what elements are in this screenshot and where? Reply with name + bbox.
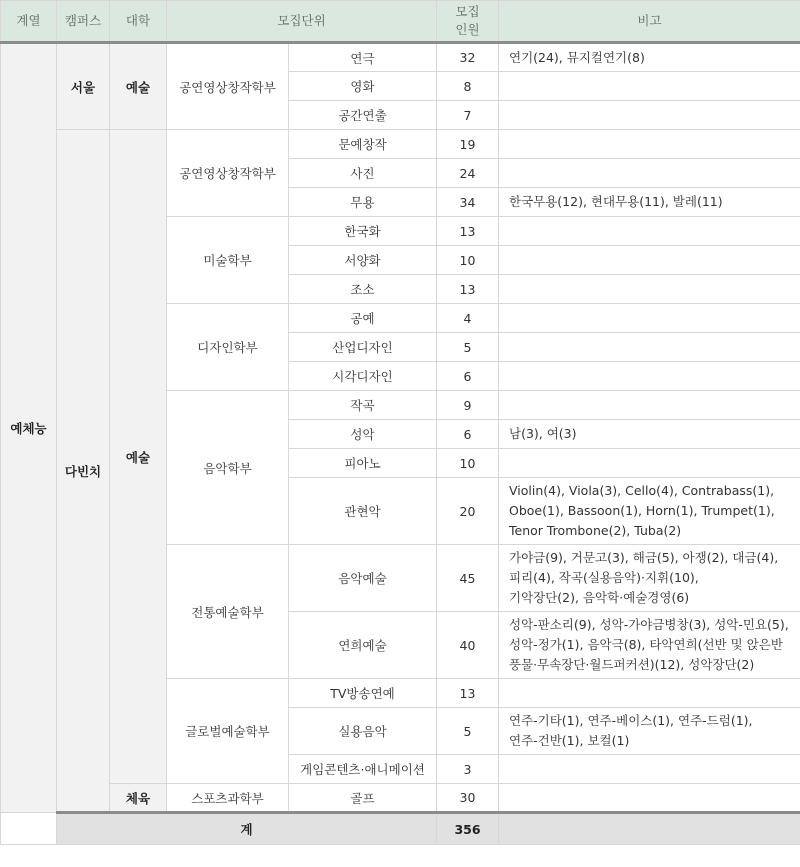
- count-cell: 32: [437, 43, 499, 72]
- note-cell: Violin(4), Viola(3), Cello(4), Contrabass(1), Oboe(1), Bassoon(1), Horn(1), Trumpet(1), Tenor Trombone(2), Tuba(2): [499, 478, 800, 545]
- major-cell: 문예창작: [289, 130, 437, 159]
- note-cell: [499, 679, 800, 708]
- field-cell: 예체능: [1, 43, 57, 813]
- note-cell: [499, 159, 800, 188]
- college-cell: 예술: [110, 130, 167, 784]
- header-unit: 모집단위: [167, 1, 437, 43]
- department-cell: 음악학부: [167, 391, 289, 545]
- count-cell: 8: [437, 72, 499, 101]
- major-cell: 성악: [289, 420, 437, 449]
- college-cell: 체육: [110, 784, 167, 813]
- note-cell: [499, 217, 800, 246]
- note-cell: [499, 449, 800, 478]
- major-cell: 음악예술: [289, 545, 437, 612]
- count-cell: 40: [437, 612, 499, 679]
- count-cell: 3: [437, 755, 499, 784]
- major-cell: 영화: [289, 72, 437, 101]
- campus-cell: 서울: [57, 43, 110, 130]
- department-cell: 글로벌예술학부: [167, 679, 289, 784]
- note-cell: [499, 755, 800, 784]
- count-cell: 30: [437, 784, 499, 813]
- note-cell: 남(3), 여(3): [499, 420, 800, 449]
- header-count: 모집 인원: [437, 1, 499, 43]
- major-cell: 조소: [289, 275, 437, 304]
- note-cell: [499, 784, 800, 813]
- department-cell: 공연영상창작학부: [167, 130, 289, 217]
- note-cell: 연주-기타(1), 연주-베이스(1), 연주-드럼(1), 연주-건반(1), 보컬(1): [499, 708, 800, 755]
- count-cell: 7: [437, 101, 499, 130]
- header-row: [1, 1, 800, 43]
- major-cell: 시각디자인: [289, 362, 437, 391]
- major-cell: 게임콘텐츠·애니메이션: [289, 755, 437, 784]
- total-note: [499, 813, 800, 845]
- table-row: [1, 43, 800, 72]
- count-cell: 13: [437, 275, 499, 304]
- note-cell: 가야금(9), 거문고(3), 해금(5), 아쟁(2), 대금(4), 피리(4), 작곡(실용음악)·지휘(10), 기악장단(2), 음악학·예술경영(6): [499, 545, 800, 612]
- major-cell: 공예: [289, 304, 437, 333]
- major-cell: 작곡: [289, 391, 437, 420]
- major-cell: 서양화: [289, 246, 437, 275]
- department-cell: 공연영상창작학부: [167, 43, 289, 130]
- note-cell: 연기(24), 뮤지컬연기(8): [499, 43, 800, 72]
- note-cell: [499, 391, 800, 420]
- table-row: [1, 130, 800, 159]
- major-cell: 피아노: [289, 449, 437, 478]
- count-cell: 13: [437, 679, 499, 708]
- major-cell: 공간연출: [289, 101, 437, 130]
- major-cell: 사진: [289, 159, 437, 188]
- note-cell: [499, 101, 800, 130]
- note-cell: 성악-판소리(9), 성악-가야금병창(3), 성악-민요(5), 성악-정가(1), 음악극(8), 타악연희(선반 및 앉은반 풍물·무속장단·월드퍼커션)(12), 성악장단(2): [499, 612, 800, 679]
- note-cell: [499, 72, 800, 101]
- major-cell: 관현악: [289, 478, 437, 545]
- count-cell: 9: [437, 391, 499, 420]
- note-cell: [499, 304, 800, 333]
- table-row: [1, 784, 800, 813]
- major-cell: 무용: [289, 188, 437, 217]
- college-cell: 예술: [110, 43, 167, 130]
- major-cell: 산업디자인: [289, 333, 437, 362]
- count-cell: 10: [437, 246, 499, 275]
- total-row: [1, 813, 800, 845]
- count-cell: 24: [437, 159, 499, 188]
- campus-cell: 다빈치: [57, 130, 110, 813]
- count-cell: 19: [437, 130, 499, 159]
- major-cell: 한국화: [289, 217, 437, 246]
- department-cell: 디자인학부: [167, 304, 289, 391]
- department-cell: 미술학부: [167, 217, 289, 304]
- department-cell: 전통예술학부: [167, 545, 289, 679]
- count-cell: 6: [437, 420, 499, 449]
- major-cell: 골프: [289, 784, 437, 813]
- count-cell: 20: [437, 478, 499, 545]
- total-count: 356: [437, 813, 499, 845]
- count-cell: 34: [437, 188, 499, 217]
- count-cell: 5: [437, 333, 499, 362]
- header-college: 대학: [110, 1, 167, 43]
- total-label: 계: [57, 813, 437, 845]
- count-cell: 13: [437, 217, 499, 246]
- count-cell: 10: [437, 449, 499, 478]
- major-cell: 연극: [289, 43, 437, 72]
- count-cell: 6: [437, 362, 499, 391]
- count-cell: 5: [437, 708, 499, 755]
- header-field: 계열: [1, 1, 57, 43]
- department-cell: 스포츠과학부: [167, 784, 289, 813]
- header-note: 비고: [499, 1, 800, 43]
- note-cell: [499, 130, 800, 159]
- note-cell: [499, 362, 800, 391]
- major-cell: 연희예술: [289, 612, 437, 679]
- note-cell: [499, 275, 800, 304]
- note-cell: 한국무용(12), 현대무용(11), 발레(11): [499, 188, 800, 217]
- note-cell: [499, 246, 800, 275]
- note-cell: [499, 333, 800, 362]
- major-cell: 실용음악: [289, 708, 437, 755]
- major-cell: TV방송연예: [289, 679, 437, 708]
- count-cell: 4: [437, 304, 499, 333]
- total-blank-cell: [1, 813, 57, 845]
- count-cell: 45: [437, 545, 499, 612]
- header-campus: 캠퍼스: [57, 1, 110, 43]
